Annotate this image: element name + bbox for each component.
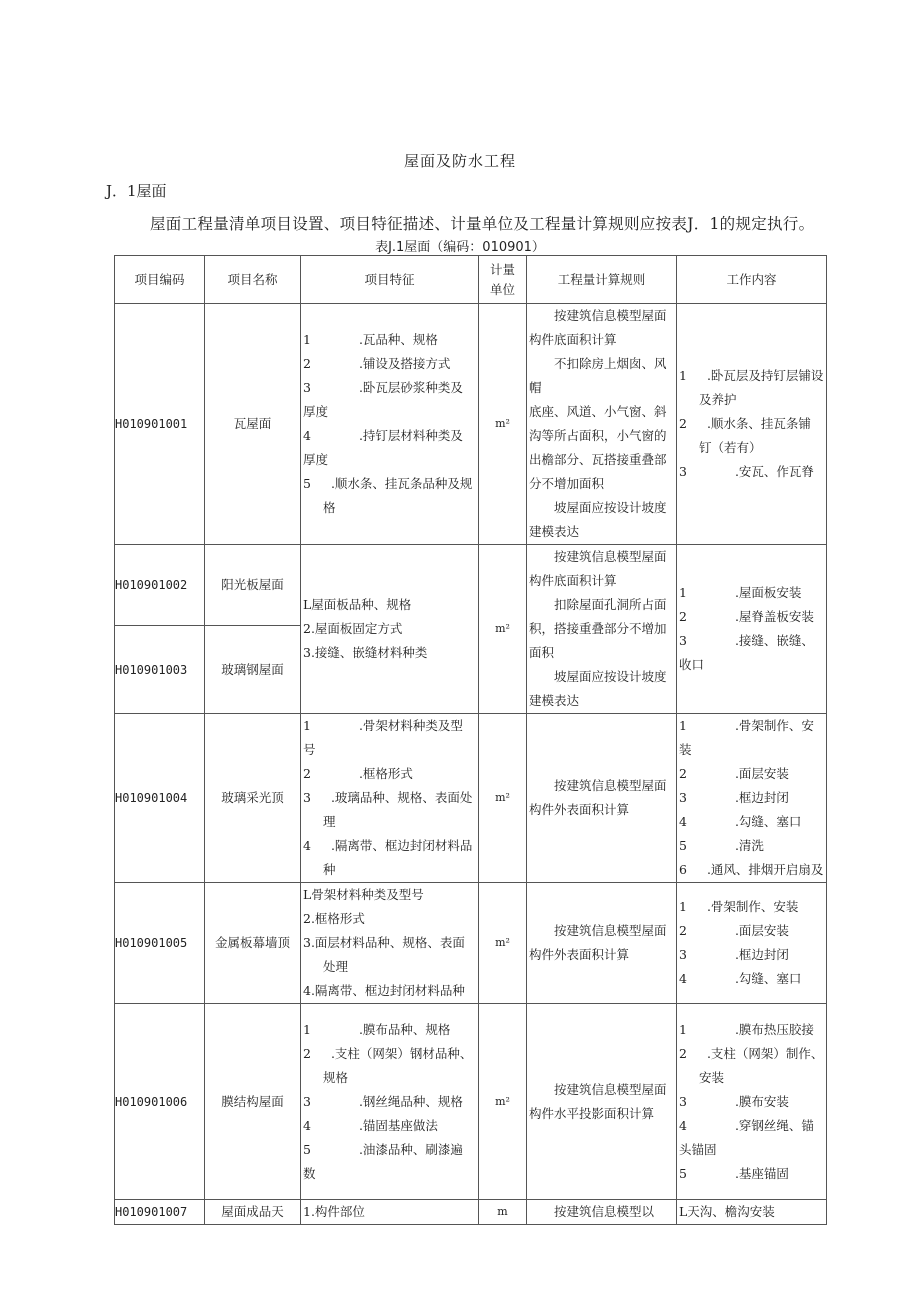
item-unit: m²	[479, 714, 527, 883]
feature-text: .油漆品种、刷漆遍	[358, 1141, 463, 1157]
rule-line: 按建筑信息模型屋面	[554, 778, 667, 793]
feature-text: 号	[303, 742, 316, 757]
feature-text: 数	[303, 1165, 316, 1181]
table-row	[115, 714, 827, 883]
work-text: .骨架制作、安装	[706, 899, 799, 914]
item-work	[677, 883, 827, 1004]
item-code: H010901005	[115, 883, 205, 1004]
feature-num: 4	[303, 838, 311, 853]
item-features	[301, 545, 479, 714]
work-text: .勾缝、塞口	[734, 814, 802, 829]
rule-line: 建模表达	[529, 524, 580, 539]
item-features	[301, 883, 479, 1004]
work-text: .面层安装	[734, 766, 789, 781]
rule-line: 按建筑信息模型屋面	[554, 1081, 667, 1097]
work-text: .清洗	[734, 838, 764, 853]
item-work: L天沟、檐沟安装	[677, 1200, 827, 1225]
work-text: .屋脊盖板安装	[734, 609, 814, 624]
work-text: .面层安装	[734, 923, 789, 938]
header-unit: 计量单位	[479, 256, 527, 304]
item-unit: m²	[479, 883, 527, 1004]
work-text: .基座锚固	[734, 1165, 789, 1181]
work-text: .顺水条、挂瓦条铺	[706, 416, 811, 431]
work-text: 收口	[679, 657, 705, 672]
work-num: 2	[679, 416, 687, 431]
rule-line: 分不增加面积	[529, 476, 605, 491]
rule-line: 扣除屋面孔洞所占面	[554, 597, 667, 612]
table-row	[115, 304, 827, 545]
feature-num: 3	[303, 790, 311, 805]
feature-text: L骨架材料种类及型号	[303, 887, 424, 902]
work-num: 1	[679, 585, 687, 600]
rule-line: 底座、风道、小气窗、斜	[529, 404, 667, 419]
work-num: 2	[679, 1045, 687, 1061]
feature-text: .骨架材料种类及型	[358, 718, 463, 733]
item-name: 瓦屋面	[205, 304, 301, 545]
work-text: .安瓦、作瓦脊	[734, 464, 814, 479]
work-text: .勾缝、塞口	[734, 971, 802, 986]
feature-text: 规格	[323, 1069, 349, 1085]
header-name: 项目名称	[205, 256, 301, 304]
item-work	[677, 545, 827, 714]
feature-num: 4	[303, 428, 311, 443]
work-text: 安装	[699, 1069, 725, 1085]
table-row	[115, 1200, 827, 1225]
feature-text: 2.屋面板固定方式	[303, 621, 403, 636]
feature-text: 4.隔离带、框边封闭材料品种	[303, 983, 465, 998]
item-work	[677, 304, 827, 545]
feature-text: .铺设及搭接方式	[358, 356, 451, 371]
work-num: 1	[679, 718, 687, 733]
item-name: 玻璃钢屋面	[205, 626, 301, 714]
work-num: 1	[679, 368, 687, 383]
feature-num: 5	[303, 1141, 311, 1157]
item-rule	[527, 1004, 677, 1200]
work-num: 1	[679, 1021, 687, 1037]
work-num: 3	[679, 633, 687, 648]
feature-text: .钢丝绳品种、规格	[358, 1093, 463, 1109]
feature-text: .膜布品种、规格	[358, 1021, 451, 1037]
work-text: .骨架制作、安	[734, 718, 814, 733]
feature-num: 2	[303, 1045, 311, 1061]
work-num: 4	[679, 971, 687, 986]
item-features	[301, 304, 479, 545]
work-num: 2	[679, 609, 687, 624]
item-unit: m²	[479, 304, 527, 545]
feature-text: .瓦品种、规格	[358, 332, 438, 347]
item-name: 玻璃采光顶	[205, 714, 301, 883]
work-text: .膜布热压胶接	[734, 1021, 814, 1037]
item-code: H010901006	[115, 1004, 205, 1200]
work-num: 6	[679, 862, 687, 877]
item-rule	[527, 714, 677, 883]
work-text: .卧瓦层及持钉层铺设	[706, 368, 824, 383]
rule-line: 构件底面积计算	[529, 573, 617, 588]
item-name: 屋面成品天	[205, 1200, 301, 1225]
header-features: 项目特征	[301, 256, 479, 304]
work-num: 1	[679, 899, 687, 914]
feature-text: .持钉层材料种类及	[358, 428, 463, 443]
rule-line: 积，搭接重叠部分不增加	[529, 621, 667, 636]
item-name: 阳光板屋面	[205, 545, 301, 626]
work-text: 装	[679, 742, 692, 757]
table-row	[115, 883, 827, 1004]
feature-text: 处理	[323, 959, 349, 974]
feature-text: 3.接缝、嵌缝材料种类	[303, 645, 428, 660]
header-code: 项目编码	[115, 256, 205, 304]
item-rule: 按建筑信息模型以	[527, 1200, 677, 1225]
header-rule: 工程量计算规则	[527, 256, 677, 304]
feature-num: 1	[303, 332, 311, 347]
feature-num: 1	[303, 1021, 311, 1037]
page-title: 屋面及防水工程	[403, 152, 516, 170]
table-row	[115, 1004, 827, 1200]
feature-text: .顺水条、挂瓦条品种及规	[330, 476, 473, 491]
header-work: 工作内容	[677, 256, 827, 304]
rule-line: 构件外表面积计算	[529, 947, 630, 962]
rule-line: 按建筑信息模型屋面	[554, 308, 667, 323]
rule-line: 不扣除房上烟囱、风帽	[529, 356, 667, 395]
item-code: H010901004	[115, 714, 205, 883]
work-text: .框边封闭	[734, 790, 789, 805]
work-text: .框边封闭	[734, 947, 789, 962]
feature-num: 1	[303, 718, 311, 733]
work-text: 头锚固	[679, 1141, 717, 1157]
work-text: .通风、排烟开启扇及	[706, 862, 824, 877]
item-code: H010901007	[115, 1200, 205, 1225]
rule-line: 坡屋面应按设计坡度	[554, 500, 667, 515]
feature-text: 厚度	[303, 452, 329, 467]
rule-line: 出檐部分、瓦搭接重叠部	[529, 452, 667, 467]
feature-num: 2	[303, 356, 311, 371]
item-rule	[527, 883, 677, 1004]
feature-text: 厚度	[303, 404, 329, 419]
rule-line: 按建筑信息模型屋面	[554, 549, 667, 564]
feature-text: .锚固基座做法	[358, 1117, 438, 1133]
item-code: H010901001	[115, 304, 205, 545]
item-work	[677, 1004, 827, 1200]
item-name: 金属板幕墙顶	[205, 883, 301, 1004]
table-row	[115, 545, 827, 626]
section-heading: J．1屋面	[106, 182, 167, 200]
feature-text: .支柱（网架）钢材品种、	[330, 1045, 473, 1061]
feature-text: 2.框格形式	[303, 911, 365, 926]
item-features	[301, 714, 479, 883]
work-text: 及养护	[699, 392, 737, 407]
item-name: 膜结构屋面	[205, 1004, 301, 1200]
work-num: 3	[679, 464, 687, 479]
rule-line: 构件外表面积计算	[529, 802, 630, 817]
work-text: 钉（若有）	[699, 440, 762, 455]
feature-num: 2	[303, 766, 311, 781]
work-num: 2	[679, 923, 687, 938]
work-num: 3	[679, 790, 687, 805]
rule-line: 沟等所占面积，小气窗的	[529, 428, 667, 443]
rule-line: 按建筑信息模型屋面	[554, 923, 667, 938]
item-rule	[527, 304, 677, 545]
item-unit: m²	[479, 545, 527, 714]
feature-num: 3	[303, 380, 311, 395]
work-text: .膜布安装	[734, 1093, 789, 1109]
work-text: .屋面板安装	[734, 585, 802, 600]
feature-num: 4	[303, 1117, 311, 1133]
roof-table	[114, 255, 827, 1225]
work-num: 3	[679, 947, 687, 962]
feature-text: 3.面层材料品种、规格、表面	[303, 935, 465, 950]
rule-line: 构件底面积计算	[529, 332, 617, 347]
work-num: 3	[679, 1093, 687, 1109]
feature-text: .框格形式	[358, 766, 413, 781]
rule-line: 建模表达	[529, 693, 580, 708]
feature-num: 5	[303, 476, 311, 491]
work-text: .穿钢丝绳、锚	[734, 1117, 814, 1133]
work-num: 5	[679, 838, 687, 853]
table-caption: 表J.1屋面（编码：010901）	[375, 240, 545, 255]
item-code: H010901003	[115, 626, 205, 714]
item-unit: m²	[479, 1004, 527, 1200]
table-header-row	[115, 256, 827, 304]
feature-text: .卧瓦层砂浆种类及	[358, 380, 463, 395]
work-text: .接缝、嵌缝、	[734, 633, 814, 648]
rule-line: 面积	[529, 645, 555, 660]
rule-line: 坡屋面应按设计坡度	[554, 669, 667, 684]
item-rule	[527, 545, 677, 714]
work-num: 4	[679, 814, 687, 829]
feature-num: 3	[303, 1093, 311, 1109]
item-features: 1.构件部位	[301, 1200, 479, 1225]
work-num: 4	[679, 1117, 687, 1133]
work-text: .支柱（网架）制作、	[706, 1045, 824, 1061]
feature-text: 理	[323, 814, 336, 829]
rule-line: 构件水平投影面积计算	[529, 1105, 655, 1121]
work-num: 2	[679, 766, 687, 781]
feature-text: 种	[323, 862, 336, 877]
intro-paragraph: 屋面工程量清单项目设置、项目特征描述、计量单位及工程量计算规则应按表J．1的规定执行。	[150, 215, 815, 233]
feature-text: .隔离带、框边封闭材料品	[330, 838, 473, 853]
item-code: H010901002	[115, 545, 205, 626]
item-unit: m	[479, 1200, 527, 1225]
feature-text: 格	[323, 500, 336, 515]
feature-text: L屋面板品种、规格	[303, 597, 412, 612]
feature-text: .玻璃品种、规格、表面处	[330, 790, 473, 805]
item-work	[677, 714, 827, 883]
work-num: 5	[679, 1165, 687, 1181]
item-features	[301, 1004, 479, 1200]
